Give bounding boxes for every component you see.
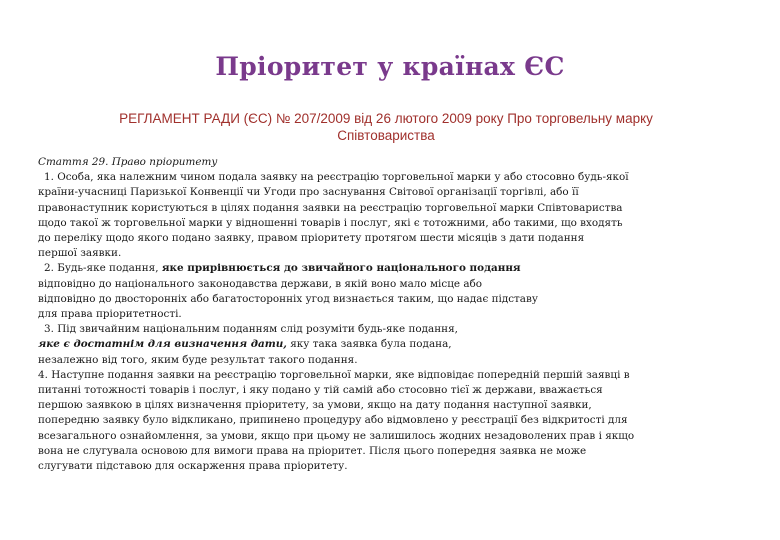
paragraph-1 — [38, 170, 738, 261]
subtitle-line-2: Співтовариства — [337, 128, 435, 143]
paragraph-4 — [38, 368, 738, 474]
paragraph-3-line-2 — [38, 337, 738, 352]
paragraph-4-line: питанні тотожності товарів і послуг, і яку подано у тій самій або стосовно тієї ж держави, вважається — [38, 384, 603, 397]
paragraph-2-start: 2. Будь-яке подання, — [44, 262, 162, 275]
paragraph-1-line: щодо такої ж торговельної марки у відношенні товарів і послуг, які є тотожними, або такими, що входять — [38, 216, 623, 229]
paragraph-1-line: 1. Особа, яка належним чином подала заявку на реєстрацію торговельної марки у або стосовно будь-якої — [44, 171, 629, 184]
paragraph-3 — [38, 322, 738, 368]
paragraph-1-line: до переліку щодо якого подано заявку, правом пріоритету протягом шести місяців з дати подання — [38, 232, 585, 245]
paragraph-4-line: вона не слугувала основою для вимоги права на пріоритет. Після цього попередня заявка не може — [38, 444, 587, 457]
paragraph-4-line: попередню заявку було відкликано, припинено процедуру або відмовлено у реєстрації без відкритості для — [38, 414, 628, 427]
paragraph-1-line: країни-учасниці Паризької Конвенції чи Угоди про заснування Світової організації торгівлі, або її — [38, 186, 579, 199]
subtitle-line-1: РЕГЛАМЕНТ РАДИ (ЄС) № 207/2009 від 26 лютого 2009 року Про торговельну марку — [119, 111, 653, 126]
paragraph-2-line: відповідно до двосторонніх або багатосторонніх угод визнається таким, що надає підставу — [38, 292, 538, 305]
regulation-subtitle — [56, 110, 716, 144]
paragraph-4-line: всезагального ознайомлення, за умови, якщо при цьому не залишилось жодних незадоволених прав і якщо — [38, 429, 635, 442]
paragraph-4-line: 4. Наступне подання заявки на реєстрацію торговельної марки, яке відповідає попередній першій заявці в — [38, 368, 630, 381]
paragraph-2-emphasis: яке прирівнюється до звичайного національного подання — [161, 262, 521, 275]
paragraph-2-line: відповідно до національного законодавства держави, в якій воно мало місце або — [38, 277, 483, 290]
paragraph-1-line: правонаступник користуються в цілях подання заявки на реєстрацію торговельної марки Співтовариства — [38, 201, 623, 214]
paragraph-4-line: слугувати підставою для оскарження права пріоритету. — [38, 460, 348, 473]
paragraph-1-line: першої заявки. — [38, 247, 122, 260]
paragraph-2 — [38, 261, 738, 322]
paragraph-4-line: першою заявкою в цілях визначення пріоритету, за умови, якщо на дату подання наступної заявки, — [38, 399, 592, 412]
paragraph-2-line: для права пріоритетності. — [38, 308, 182, 321]
paragraph-3-after-emphasis: яку така заявка була подана, — [286, 338, 452, 351]
slide-title: Пріоритет у країнах ЄС — [215, 52, 565, 81]
paragraph-3-line-3: незалежно від того, яким буде результат такого подання. — [38, 353, 358, 366]
paragraph-3-line-1: 3. Під звичайним національним поданням слід розуміти будь-яке подання, — [44, 323, 458, 336]
paragraph-2-first-line — [38, 261, 738, 276]
paragraph-3-emphasis: яке є достатнім для визначення дати, — [38, 338, 287, 351]
article-title: Стаття 29. Право пріоритету — [38, 156, 218, 168]
article-body — [38, 155, 738, 474]
